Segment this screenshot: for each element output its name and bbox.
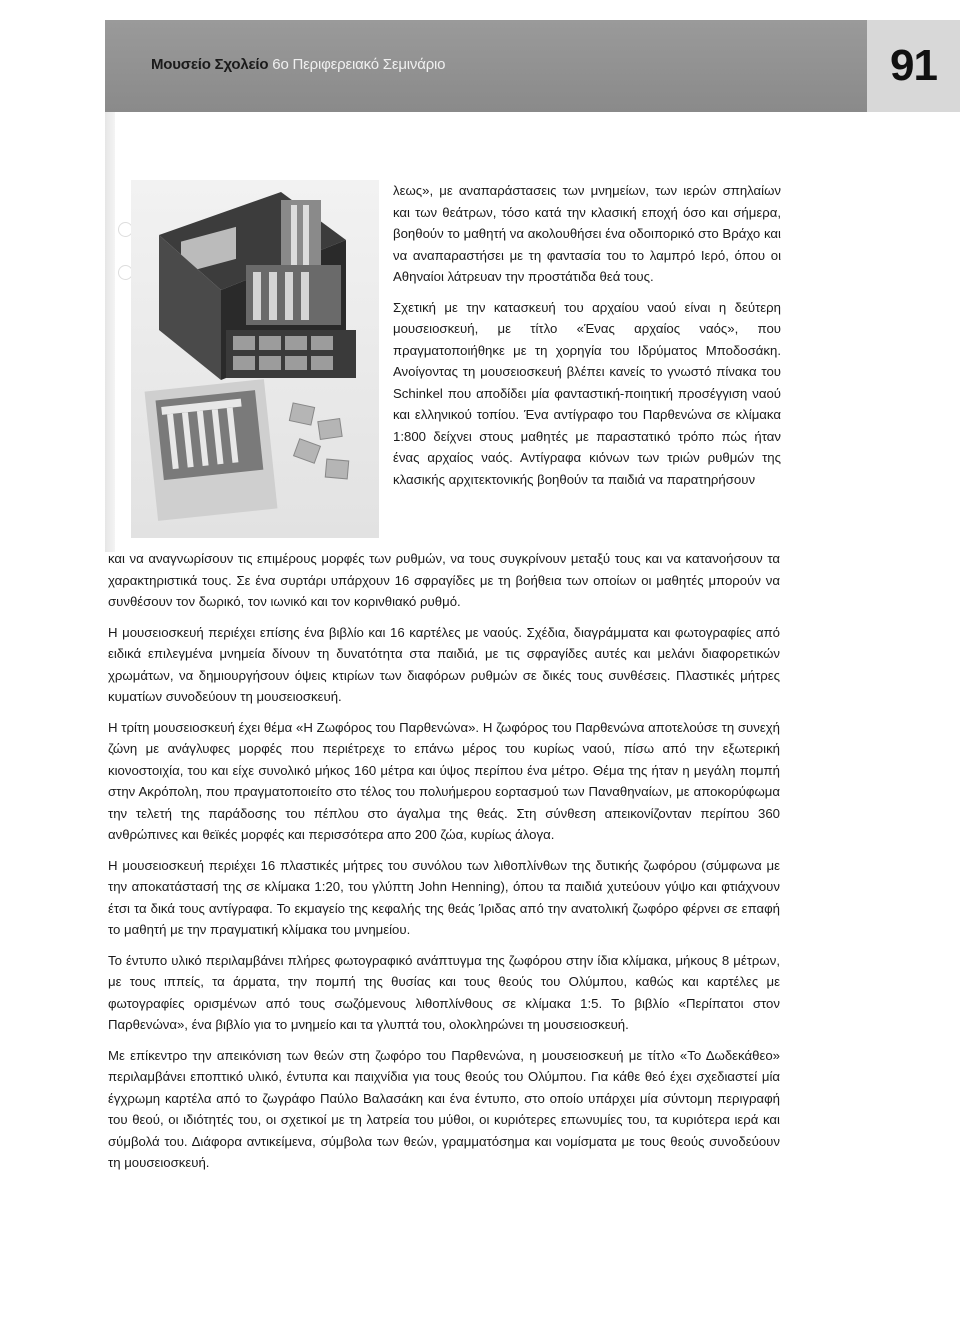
side-strip — [105, 112, 115, 552]
paragraph: λεως», με αναπαράστασεις των μνημείων, των ιερών σπηλαίων και των θεάτρων, τόσο κατά την κλασική εποχή όσο και σήμερα, βοηθούν το μαθητή να ακολουθήσει ένα οδοιπορικό στο Βράχο και να αναπαραστήσει με τη φαντασία του το λαμπρό Ιερό, όπου οι Αθηναίοι λάτρευαν την προστάτιδα θεά τους. — [393, 183, 781, 284]
museum-kit-photo — [131, 180, 379, 538]
running-title-sub: 6ο Περιφερειακό Σεμινάριο — [272, 56, 446, 73]
right-column-text — [393, 180, 781, 499]
paragraph: Η μουσειοσκευή περιέχει 16 πλαστικές μήτρες του συνόλου των λιθοπλίνθων της δυτικής ζωφόρου (σύμφωνα με την αποκατάστασή της σε κλίμακα 1:20, του γλύπτη John Henning), όπου τα παιδιά χυτεύουν γύψο και φτιάχνουν έτσι τα δικά τους αντίγραφα. Το εκμαγείο της κεφαλής της θεάς Ίριδας από την ανατολική ζωφόρο φέρνει σε επαφή το μαθητή με την πραγματική κλίμακα του μνημείου. — [108, 857, 780, 937]
page-number: 91 — [867, 20, 960, 112]
full-width-text — [108, 548, 780, 1183]
paragraph: Η τρίτη μουσειοσκευή έχει θέμα «Η Ζωφόρος του Παρθενώνα». Η ζωφόρος του Παρθενώνα αποτελούσε τη συνεχή ζώνη με ανάγλυφες μορφές που περιέτρεχε το επάνω μέρος του κυρίως ναού, πίσω από την εξωτερική κιονοστοιχία, του και είχε συνολικό μήκος 160 μέτρα και ύψος περίπου ένα μέτρο. Θέμα της ήταν η μεγάλη πομπή στην Ακρόπολη, που πραγματοποιείτο στο τέλος του πολυήμερου εορτασμού των Παναθηναίων, με αποκορύφωμα την τελετή της παράδοσης του πέπλου στο άγαλμα της θεάς. Στη σύνθεση απεικονίζονταν περίπου 360 ανθρώπινες και θεϊκές μορφές και περισσότερα απο 200 ζώα, κυρίως άλογα. — [108, 719, 780, 842]
running-title — [151, 56, 445, 73]
paragraph: Σχετική με την κατασκευή του αρχαίου ναού είναι η δεύτερη μουσειοσκευή, με τίτλο «Ένας αρχαίος ναός», που πραγματοποιήθηκε με τη χορηγία του Ιδρύματος Μποδοσάκη. Ανοίγοντας τη μουσειοσκευή βλέπει κανείς το γνωστό πίνακα του Schinkel που αποδίδει μία φανταστική-ποιητική προσέγγιση ναού και ελληνικού τοπίου. Ένα αντίγραφο του Παρθενώνα σε κλίμακα 1:800 δείχνει στους μαθητές με παραστατικό τρόπο πώς ήταν ένας αρχαίος ναός. Αντίγραφα κιόνων των τριών ρυθμών της κλασικής αρχιτεκτονικής βοηθούν τα παιδιά να παρατηρήσουν — [393, 299, 781, 487]
paragraph: και να αναγνωρίσουν τις επιμέρους μορφές των ρυθμών, να τους συγκρίνουν μεταξύ τους και να κατανοήσουν τα χαρακτηριστικά τους. Σε ένα συρτάρι υπάρχουν 16 σφραγίδες με τη βοήθεια των οποίων οι μαθητές μπορούν να συνθέσουν τον δωρικό, τον ιωνικό και τον κορινθιακό ρυθμό. — [108, 551, 780, 609]
paragraph: Με επίκεντρο την απεικόνιση των θεών στη ζωφόρο του Παρθενώνα, η μουσειοσκευή με τίτλο «Το Δωδεκάθεο» περιλαμβάνει εποπτικό υλικό, έντυπα και παιχνίδια για τους θεούς του Ολύμπου. Για κάθε θεό έχει σχεδιαστεί μία έγχρωμη καρτέλα από το ζωγράφο Παύλο Βαλασάκη και ένα έντυπο, στο οποίο υπάρχει μία σύντομη περιγραφή του θεού, οι ιδιότητές του, οι σχετικοί με τη λατρεία του μύθοι, οι κυριότερες επωνυμίες του, τα κυριότερα ιερά και σύμβολά του. Διάφορα αντικείμενα, σύμβολα των θεών, γραμματόσημα και νομίσματα με τους θεούς συνοδεύουν τη μουσειοσκευή. — [108, 1047, 780, 1170]
paragraph: Το έντυπο υλικό περιλαμβάνει πλήρες φωτογραφικό ανάπτυγμα της ζωφόρου στην ίδια κλίμακα, μήκους 8 μέτρων, με τους ιππείς, τα άρματα, την πομπή της θυσίας και τους θεούς του Ολύμπου, καθώς και καρτέλες με φωτογραφίες ορισμένων από τους σωζόμενους λιθοπλίνθους σε κλίμακα 1:5. Το βιβλίο «Περίπατοι στον Παρθενώνα», ένα βιβλίο για το μνημείο και τα γλυπτά του, ολοκληρώνει τη μουσειοσκευή. — [108, 952, 780, 1032]
page-header — [105, 20, 960, 112]
running-title-main: Μουσείο Σχολείο — [151, 56, 269, 73]
museum-kit-illustration — [131, 180, 379, 538]
paragraph: Η μουσειοσκευή περιέχει επίσης ένα βιβλίο και 16 καρτέλες με ναούς. Σχέδια, διαγράμματα και φωτογραφίες από ειδικά επιλεγμένα μνημεία δίνουν τη δυνατότητα στα παιδιά, με τις σφραγίδες αυτές και μελάνι διαφορετικών χρωμάτων, να δημιουργήσουν όψεις κτιρίων των διαφόρων ρυθμών σε δικές τους συνθέσεις. Πλαστικές μήτρες κυματίων συνοδεύουν τη μουσειοσκευή. — [108, 624, 780, 704]
